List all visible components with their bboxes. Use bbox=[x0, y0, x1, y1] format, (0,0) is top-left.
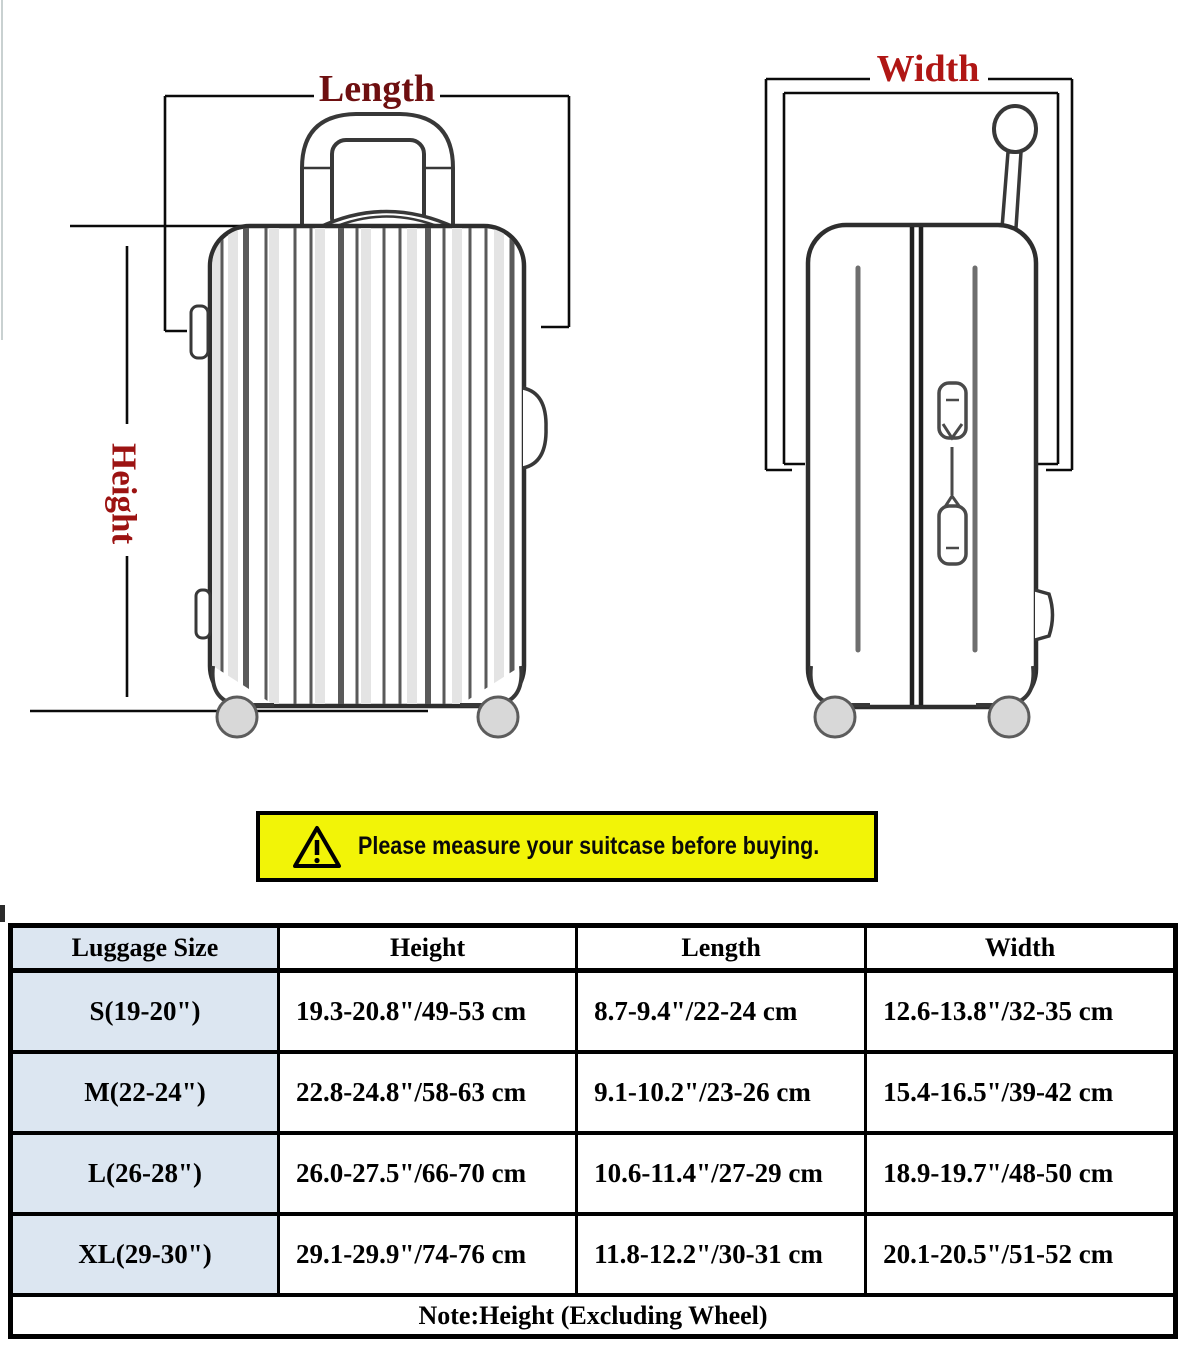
length-label: Length bbox=[318, 68, 436, 110]
size-cell: M(22-24") bbox=[11, 1052, 279, 1133]
width-cell: 15.4-16.5"/39-42 cm bbox=[866, 1052, 1176, 1133]
scan-edge-artifact bbox=[1, 0, 3, 340]
pull-rod bbox=[1002, 152, 1021, 228]
table-row-m bbox=[11, 1052, 1176, 1133]
col-header-width: Width bbox=[866, 926, 1176, 971]
note-cell: Note:Height (Excluding Wheel) bbox=[11, 1295, 1176, 1337]
side-left-wheel bbox=[815, 697, 855, 737]
height-cell: 22.8-24.8"/58-63 cm bbox=[278, 1052, 576, 1133]
height-cell: 26.0-27.5"/66-70 cm bbox=[278, 1133, 576, 1214]
width-cell: 12.6-13.8"/32-35 cm bbox=[866, 971, 1176, 1053]
front-latch-lower bbox=[196, 590, 210, 638]
rod-knob bbox=[994, 106, 1036, 152]
side-suitcase-drawing bbox=[808, 106, 1053, 737]
front-latch-upper bbox=[191, 306, 208, 358]
table-note-row bbox=[11, 1295, 1176, 1337]
col-header-length: Length bbox=[577, 926, 866, 971]
length-cell: 8.7-9.4"/22-24 cm bbox=[577, 971, 866, 1053]
col-header-height: Height bbox=[278, 926, 576, 971]
width-cell: 18.9-19.7"/48-50 cm bbox=[866, 1133, 1176, 1214]
front-left-wheel bbox=[217, 697, 257, 737]
table-row-s bbox=[11, 971, 1176, 1053]
warning-text: Please measure your suitcase before buying. bbox=[358, 832, 820, 860]
front-suitcase-drawing bbox=[191, 114, 546, 737]
table-header-row bbox=[11, 926, 1176, 971]
col-header-luggage-size: Luggage Size bbox=[11, 926, 279, 971]
length-cell: 9.1-10.2"/23-26 cm bbox=[577, 1052, 866, 1133]
scan-edge-artifact bbox=[0, 905, 5, 922]
size-cell: L(26-28") bbox=[11, 1133, 279, 1214]
width-cell: 20.1-20.5"/51-52 cm bbox=[866, 1214, 1176, 1295]
height-cell: 19.3-20.8"/49-53 cm bbox=[278, 971, 576, 1053]
length-cell: 10.6-11.4"/27-29 cm bbox=[577, 1133, 866, 1214]
size-cell: XL(29-30") bbox=[11, 1214, 279, 1295]
warning-triangle-icon bbox=[292, 824, 342, 870]
measure-warning-banner bbox=[256, 811, 878, 882]
height-cell: 29.1-29.9"/74-76 cm bbox=[278, 1214, 576, 1295]
length-cell: 11.8-12.2"/30-31 cm bbox=[577, 1214, 866, 1295]
front-side-grip bbox=[523, 388, 546, 468]
height-label: Height bbox=[104, 443, 144, 545]
table-row-xl bbox=[11, 1214, 1176, 1295]
width-label: Width bbox=[876, 48, 980, 90]
side-right-wheel bbox=[989, 697, 1029, 737]
size-cell: S(19-20") bbox=[11, 971, 279, 1053]
table-row-l bbox=[11, 1133, 1176, 1214]
luggage-size-table bbox=[8, 923, 1178, 1339]
front-right-wheel bbox=[478, 697, 518, 737]
side-handle bbox=[1035, 590, 1053, 640]
